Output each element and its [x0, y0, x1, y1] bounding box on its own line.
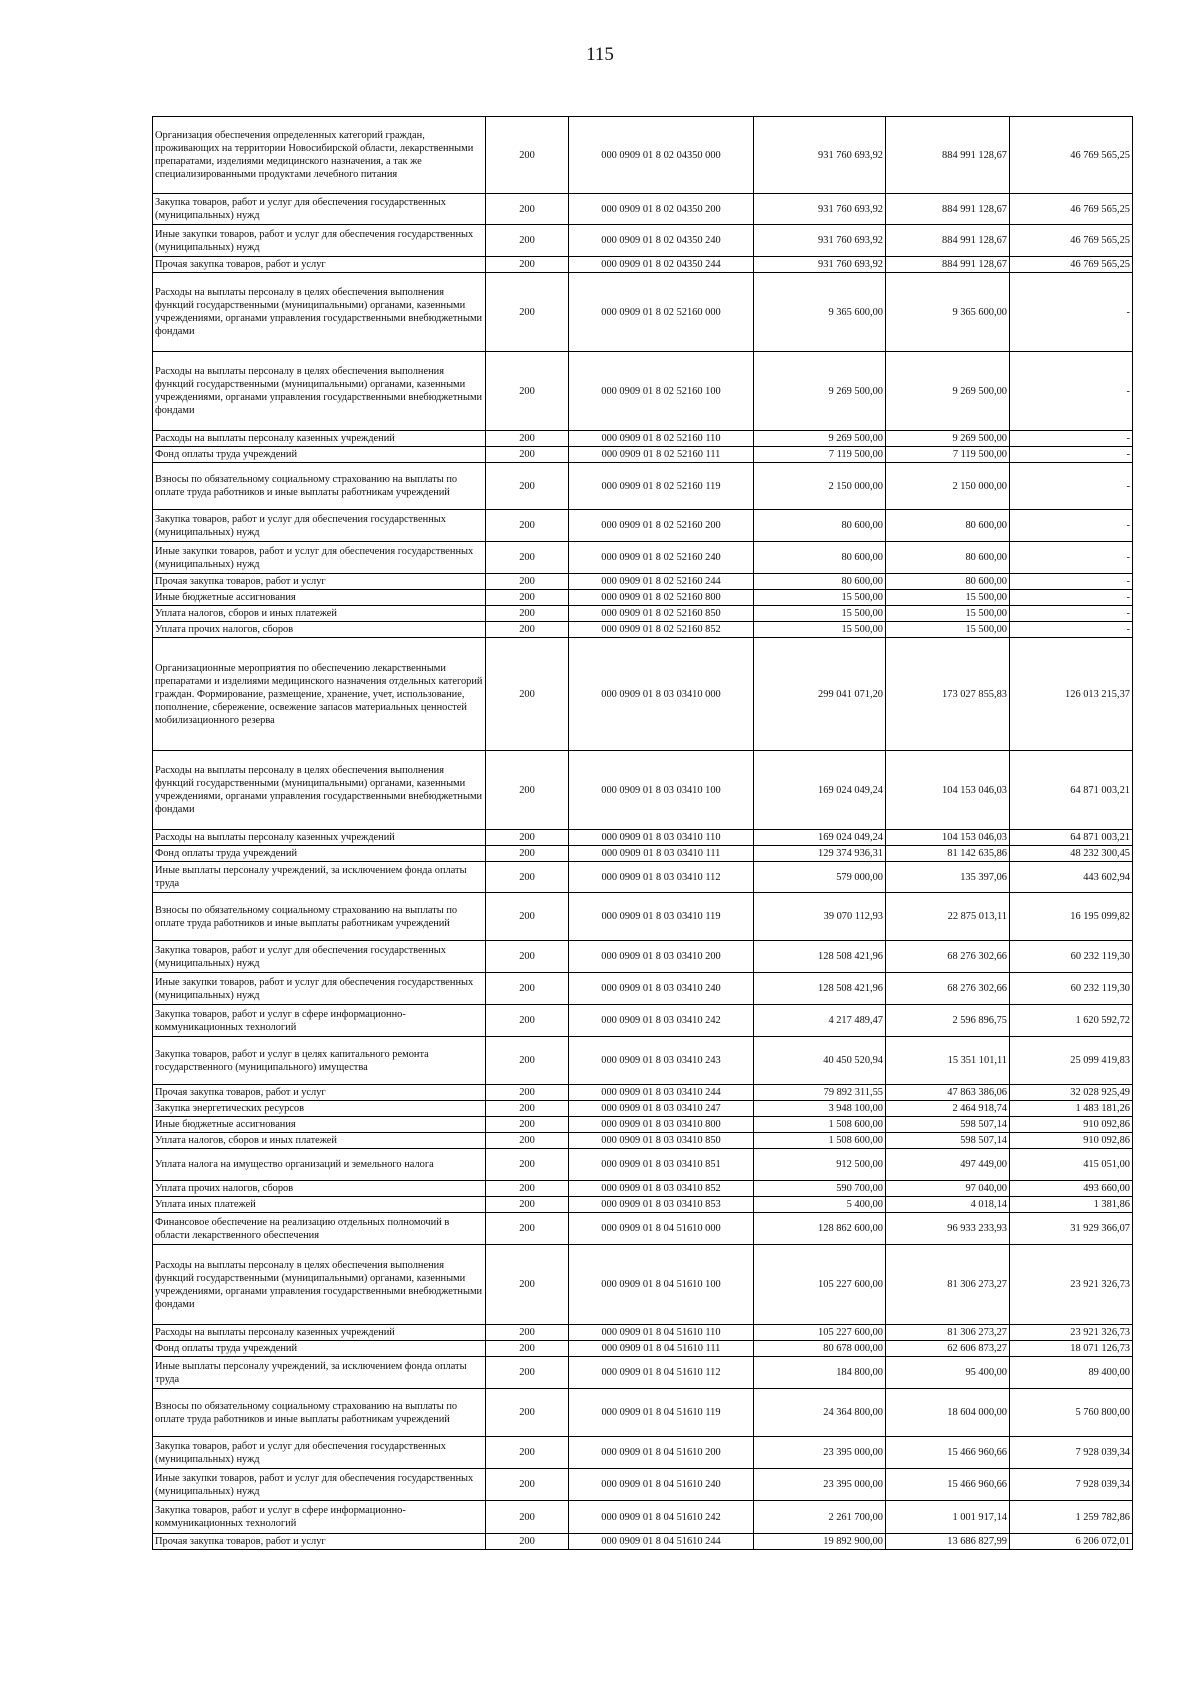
- row-code-cell: 200: [486, 1357, 569, 1389]
- table-row: [153, 862, 1133, 893]
- table-row: [153, 1181, 1133, 1197]
- row-kbk-cell: 000 0909 01 8 04 51610 242: [569, 1501, 754, 1534]
- row-code-cell: 200: [486, 1133, 569, 1149]
- row-approved-cell: 7 119 500,00: [754, 447, 886, 463]
- row-approved-cell: 4 217 489,47: [754, 1005, 886, 1037]
- row-name-cell: Закупка товаров, работ и услуг в целях капитального ремонта государственного (муниципального) имущества: [153, 1037, 486, 1085]
- table-row: [153, 1534, 1133, 1550]
- row-kbk-cell: 000 0909 01 8 04 51610 112: [569, 1357, 754, 1389]
- row-approved-cell: 128 862 600,00: [754, 1213, 886, 1245]
- row-approved-cell: 931 760 693,92: [754, 117, 886, 194]
- row-kbk-cell: 000 0909 01 8 03 03410 119: [569, 893, 754, 941]
- row-approved-cell: 931 760 693,92: [754, 225, 886, 257]
- row-executed-cell: 22 875 013,11: [886, 893, 1010, 941]
- row-approved-cell: 24 364 800,00: [754, 1389, 886, 1437]
- row-approved-cell: 2 150 000,00: [754, 463, 886, 510]
- row-kbk-cell: 000 0909 01 8 03 03410 000: [569, 638, 754, 751]
- row-code-cell: 200: [486, 1437, 569, 1469]
- row-executed-cell: 2 464 918,74: [886, 1101, 1010, 1117]
- row-kbk-cell: 000 0909 01 8 02 52160 111: [569, 447, 754, 463]
- row-approved-cell: 105 227 600,00: [754, 1245, 886, 1325]
- row-approved-cell: 590 700,00: [754, 1181, 886, 1197]
- row-executed-cell: 173 027 855,83: [886, 638, 1010, 751]
- row-approved-cell: 23 395 000,00: [754, 1469, 886, 1501]
- row-approved-cell: 80 600,00: [754, 574, 886, 590]
- table-row: [153, 1197, 1133, 1213]
- row-code-cell: 200: [486, 225, 569, 257]
- table-row: [153, 638, 1133, 751]
- row-unexecuted-cell: -: [1010, 574, 1133, 590]
- row-unexecuted-cell: 1 381,86: [1010, 1197, 1133, 1213]
- row-approved-cell: 128 508 421,96: [754, 973, 886, 1005]
- row-unexecuted-cell: -: [1010, 542, 1133, 574]
- row-kbk-cell: 000 0909 01 8 04 51610 200: [569, 1437, 754, 1469]
- row-executed-cell: 2 150 000,00: [886, 463, 1010, 510]
- table-row: [153, 1037, 1133, 1085]
- row-code-cell: 200: [486, 447, 569, 463]
- row-approved-cell: 3 948 100,00: [754, 1101, 886, 1117]
- row-name-cell: Закупка товаров, работ и услуг для обеспечения государственных (муниципальных) нужд: [153, 941, 486, 973]
- row-name-cell: Иные закупки товаров, работ и услуг для обеспечения государственных (муниципальных) нужд: [153, 1469, 486, 1501]
- table-row: [153, 1085, 1133, 1101]
- table-row: [153, 590, 1133, 606]
- row-name-cell: Уплата прочих налогов, сборов: [153, 1181, 486, 1197]
- table-row: [153, 1437, 1133, 1469]
- row-approved-cell: 169 024 049,24: [754, 751, 886, 830]
- row-code-cell: 200: [486, 510, 569, 542]
- row-unexecuted-cell: 493 660,00: [1010, 1181, 1133, 1197]
- table-row: [153, 542, 1133, 574]
- row-unexecuted-cell: 126 013 215,37: [1010, 638, 1133, 751]
- row-kbk-cell: 000 0909 01 8 03 03410 243: [569, 1037, 754, 1085]
- row-code-cell: 200: [486, 941, 569, 973]
- row-name-cell: Закупка энергетических ресурсов: [153, 1101, 486, 1117]
- row-executed-cell: 7 119 500,00: [886, 447, 1010, 463]
- row-name-cell: Организация обеспечения определенных категорий граждан, проживающих на территории Новосибирской области, лекарственными препаратами, изделиями медицинского назначения, а так же специализированными продуктами лечебного питания: [153, 117, 486, 194]
- row-code-cell: 200: [486, 431, 569, 447]
- row-kbk-cell: 000 0909 01 8 02 04350 000: [569, 117, 754, 194]
- row-unexecuted-cell: 48 232 300,45: [1010, 846, 1133, 862]
- row-name-cell: Закупка товаров, работ и услуг для обеспечения государственных (муниципальных) нужд: [153, 1437, 486, 1469]
- row-name-cell: Расходы на выплаты персоналу в целях обеспечения выполнения функций государственными (муниципальными) органами, казенными учреждениями, органами управления государственными внебюджетными фондами: [153, 1245, 486, 1325]
- row-name-cell: Расходы на выплаты персоналу казенных учреждений: [153, 431, 486, 447]
- row-name-cell: Финансовое обеспечение на реализацию отдельных полномочий в области лекарственного обеспечения: [153, 1213, 486, 1245]
- row-unexecuted-cell: 60 232 119,30: [1010, 973, 1133, 1005]
- row-executed-cell: 4 018,14: [886, 1197, 1010, 1213]
- row-name-cell: Расходы на выплаты персоналу в целях обеспечения выполнения функций государственными (муниципальными) органами, казенными учреждениями, органами управления государственными внебюджетными фондами: [153, 751, 486, 830]
- row-approved-cell: 129 374 936,31: [754, 846, 886, 862]
- row-name-cell: Иные выплаты персоналу учреждений, за исключением фонда оплаты труда: [153, 862, 486, 893]
- budget-execution-table: [152, 116, 1133, 1550]
- row-unexecuted-cell: 46 769 565,25: [1010, 117, 1133, 194]
- row-approved-cell: 105 227 600,00: [754, 1325, 886, 1341]
- row-unexecuted-cell: -: [1010, 273, 1133, 352]
- row-code-cell: 200: [486, 846, 569, 862]
- row-approved-cell: 1 508 600,00: [754, 1133, 886, 1149]
- table-row: [153, 846, 1133, 862]
- row-approved-cell: 931 760 693,92: [754, 194, 886, 225]
- row-kbk-cell: 000 0909 01 8 03 03410 240: [569, 973, 754, 1005]
- row-approved-cell: 80 678 000,00: [754, 1341, 886, 1357]
- row-kbk-cell: 000 0909 01 8 02 52160 850: [569, 606, 754, 622]
- row-code-cell: 200: [486, 893, 569, 941]
- table-row: [153, 941, 1133, 973]
- row-approved-cell: 579 000,00: [754, 862, 886, 893]
- row-unexecuted-cell: 32 028 925,49: [1010, 1085, 1133, 1101]
- row-kbk-cell: 000 0909 01 8 03 03410 850: [569, 1133, 754, 1149]
- row-kbk-cell: 000 0909 01 8 04 51610 000: [569, 1213, 754, 1245]
- row-unexecuted-cell: 1 483 181,26: [1010, 1101, 1133, 1117]
- row-name-cell: Расходы на выплаты персоналу в целях обеспечения выполнения функций государственными (муниципальными) органами, казенными учреждениями, органами управления государственными внебюджетными фондами: [153, 352, 486, 431]
- row-kbk-cell: 000 0909 01 8 02 04350 244: [569, 257, 754, 273]
- row-name-cell: Фонд оплаты труда учреждений: [153, 846, 486, 862]
- row-kbk-cell: 000 0909 01 8 02 52160 119: [569, 463, 754, 510]
- row-approved-cell: 9 269 500,00: [754, 431, 886, 447]
- page-number: 115: [586, 44, 614, 65]
- row-code-cell: 200: [486, 1101, 569, 1117]
- table-row: [153, 1149, 1133, 1181]
- table-row: [153, 1325, 1133, 1341]
- row-name-cell: Расходы на выплаты персоналу в целях обеспечения выполнения функций государственными (муниципальными) органами, казенными учреждениями, органами управления государственными внебюджетными фондами: [153, 273, 486, 352]
- row-code-cell: 200: [486, 622, 569, 638]
- table-row: [153, 1341, 1133, 1357]
- table-row: [153, 1469, 1133, 1501]
- row-code-cell: 200: [486, 574, 569, 590]
- row-kbk-cell: 000 0909 01 8 02 52160 244: [569, 574, 754, 590]
- row-kbk-cell: 000 0909 01 8 02 52160 000: [569, 273, 754, 352]
- row-approved-cell: 9 365 600,00: [754, 273, 886, 352]
- row-approved-cell: 931 760 693,92: [754, 257, 886, 273]
- row-approved-cell: 1 508 600,00: [754, 1117, 886, 1133]
- table-row: [153, 973, 1133, 1005]
- row-kbk-cell: 000 0909 01 8 04 51610 111: [569, 1341, 754, 1357]
- table-row: [153, 622, 1133, 638]
- row-code-cell: 200: [486, 751, 569, 830]
- table-row: [153, 257, 1133, 273]
- row-approved-cell: 80 600,00: [754, 510, 886, 542]
- row-approved-cell: 39 070 112,93: [754, 893, 886, 941]
- row-kbk-cell: 000 0909 01 8 03 03410 853: [569, 1197, 754, 1213]
- table-row: [153, 1245, 1133, 1325]
- row-kbk-cell: 000 0909 01 8 03 03410 112: [569, 862, 754, 893]
- row-approved-cell: 79 892 311,55: [754, 1085, 886, 1101]
- row-executed-cell: 884 991 128,67: [886, 257, 1010, 273]
- row-code-cell: 200: [486, 1181, 569, 1197]
- row-kbk-cell: 000 0909 01 8 03 03410 200: [569, 941, 754, 973]
- row-approved-cell: 23 395 000,00: [754, 1437, 886, 1469]
- row-name-cell: Организационные мероприятия по обеспечению лекарственными препаратами и изделиями медицинского назначения отдельных категорий граждан. Формирование, размещение, хранение, учет, использование, пополнение, сбережение, освежение запасов материальных ценностей мобилизационного резерва: [153, 638, 486, 751]
- row-name-cell: Уплата налогов, сборов и иных платежей: [153, 606, 486, 622]
- table-row: [153, 1357, 1133, 1389]
- table-row: [153, 606, 1133, 622]
- row-name-cell: Иные бюджетные ассигнования: [153, 590, 486, 606]
- row-name-cell: Взносы по обязательному социальному страхованию на выплаты по оплате труда работников и иные выплаты работникам учреждений: [153, 463, 486, 510]
- row-name-cell: Взносы по обязательному социальному страхованию на выплаты по оплате труда работников и иные выплаты работникам учреждений: [153, 1389, 486, 1437]
- row-name-cell: Иные закупки товаров, работ и услуг для обеспечения государственных (муниципальных) нужд: [153, 542, 486, 574]
- row-approved-cell: 912 500,00: [754, 1149, 886, 1181]
- row-code-cell: 200: [486, 1085, 569, 1101]
- row-executed-cell: 598 507,14: [886, 1133, 1010, 1149]
- row-approved-cell: 169 024 049,24: [754, 830, 886, 846]
- row-unexecuted-cell: -: [1010, 447, 1133, 463]
- row-name-cell: Расходы на выплаты персоналу казенных учреждений: [153, 830, 486, 846]
- row-approved-cell: 299 041 071,20: [754, 638, 886, 751]
- row-unexecuted-cell: 89 400,00: [1010, 1357, 1133, 1389]
- table-row: [153, 1005, 1133, 1037]
- table-row: [153, 574, 1133, 590]
- row-executed-cell: 884 991 128,67: [886, 117, 1010, 194]
- row-executed-cell: 95 400,00: [886, 1357, 1010, 1389]
- row-unexecuted-cell: 6 206 072,01: [1010, 1534, 1133, 1550]
- row-name-cell: Уплата налога на имущество организаций и земельного налога: [153, 1149, 486, 1181]
- row-kbk-cell: 000 0909 01 8 04 51610 244: [569, 1534, 754, 1550]
- row-executed-cell: 9 269 500,00: [886, 352, 1010, 431]
- row-executed-cell: 9 269 500,00: [886, 431, 1010, 447]
- row-unexecuted-cell: -: [1010, 510, 1133, 542]
- row-kbk-cell: 000 0909 01 8 02 52160 200: [569, 510, 754, 542]
- row-approved-cell: 40 450 520,94: [754, 1037, 886, 1085]
- row-name-cell: Расходы на выплаты персоналу казенных учреждений: [153, 1325, 486, 1341]
- row-executed-cell: 68 276 302,66: [886, 941, 1010, 973]
- row-name-cell: Прочая закупка товаров, работ и услуг: [153, 257, 486, 273]
- row-kbk-cell: 000 0909 01 8 03 03410 242: [569, 1005, 754, 1037]
- row-name-cell: Иные закупки товаров, работ и услуг для обеспечения государственных (муниципальных) нужд: [153, 225, 486, 257]
- row-unexecuted-cell: 31 929 366,07: [1010, 1213, 1133, 1245]
- row-code-cell: 200: [486, 463, 569, 510]
- table-row: [153, 510, 1133, 542]
- row-executed-cell: 18 604 000,00: [886, 1389, 1010, 1437]
- row-executed-cell: 15 466 960,66: [886, 1437, 1010, 1469]
- row-code-cell: 200: [486, 1117, 569, 1133]
- table-row: [153, 225, 1133, 257]
- row-unexecuted-cell: 46 769 565,25: [1010, 257, 1133, 273]
- table-row: [153, 352, 1133, 431]
- row-name-cell: Уплата налогов, сборов и иных платежей: [153, 1133, 486, 1149]
- row-executed-cell: 80 600,00: [886, 510, 1010, 542]
- row-unexecuted-cell: 16 195 099,82: [1010, 893, 1133, 941]
- row-executed-cell: 96 933 233,93: [886, 1213, 1010, 1245]
- table-row: [153, 1117, 1133, 1133]
- row-name-cell: Уплата прочих налогов, сборов: [153, 622, 486, 638]
- row-unexecuted-cell: 23 921 326,73: [1010, 1245, 1133, 1325]
- row-kbk-cell: 000 0909 01 8 04 51610 110: [569, 1325, 754, 1341]
- row-code-cell: 200: [486, 830, 569, 846]
- row-kbk-cell: 000 0909 01 8 02 52160 110: [569, 431, 754, 447]
- row-unexecuted-cell: 46 769 565,25: [1010, 194, 1133, 225]
- row-code-cell: 200: [486, 194, 569, 225]
- row-executed-cell: 884 991 128,67: [886, 194, 1010, 225]
- row-unexecuted-cell: 1 259 782,86: [1010, 1501, 1133, 1534]
- row-name-cell: Прочая закупка товаров, работ и услуг: [153, 1085, 486, 1101]
- row-name-cell: Иные бюджетные ассигнования: [153, 1117, 486, 1133]
- row-name-cell: Закупка товаров, работ и услуг для обеспечения государственных (муниципальных) нужд: [153, 510, 486, 542]
- row-executed-cell: 598 507,14: [886, 1117, 1010, 1133]
- row-unexecuted-cell: -: [1010, 352, 1133, 431]
- row-name-cell: Фонд оплаты труда учреждений: [153, 447, 486, 463]
- row-kbk-cell: 000 0909 01 8 04 51610 240: [569, 1469, 754, 1501]
- row-kbk-cell: 000 0909 01 8 02 52160 100: [569, 352, 754, 431]
- row-kbk-cell: 000 0909 01 8 04 51610 100: [569, 1245, 754, 1325]
- row-approved-cell: 184 800,00: [754, 1357, 886, 1389]
- table-body: [153, 117, 1133, 1550]
- table-row: [153, 273, 1133, 352]
- row-unexecuted-cell: 910 092,86: [1010, 1133, 1133, 1149]
- row-executed-cell: 13 686 827,99: [886, 1534, 1010, 1550]
- row-kbk-cell: 000 0909 01 8 03 03410 100: [569, 751, 754, 830]
- row-executed-cell: 15 500,00: [886, 622, 1010, 638]
- row-executed-cell: 104 153 046,03: [886, 751, 1010, 830]
- table-row: [153, 893, 1133, 941]
- row-code-cell: 200: [486, 1245, 569, 1325]
- row-code-cell: 200: [486, 1341, 569, 1357]
- row-code-cell: 200: [486, 1325, 569, 1341]
- row-kbk-cell: 000 0909 01 8 02 52160 240: [569, 542, 754, 574]
- row-unexecuted-cell: 7 928 039,34: [1010, 1437, 1133, 1469]
- row-code-cell: 200: [486, 973, 569, 1005]
- row-code-cell: 200: [486, 1534, 569, 1550]
- row-name-cell: Взносы по обязательному социальному страхованию на выплаты по оплате труда работников и иные выплаты работникам учреждений: [153, 893, 486, 941]
- row-approved-cell: 15 500,00: [754, 606, 886, 622]
- row-executed-cell: 497 449,00: [886, 1149, 1010, 1181]
- row-unexecuted-cell: -: [1010, 590, 1133, 606]
- table-row: [153, 1501, 1133, 1534]
- table-row: [153, 830, 1133, 846]
- row-unexecuted-cell: 64 871 003,21: [1010, 830, 1133, 846]
- row-approved-cell: 5 400,00: [754, 1197, 886, 1213]
- row-executed-cell: 80 600,00: [886, 574, 1010, 590]
- row-kbk-cell: 000 0909 01 8 03 03410 852: [569, 1181, 754, 1197]
- row-code-cell: 200: [486, 1037, 569, 1085]
- row-unexecuted-cell: -: [1010, 606, 1133, 622]
- table-row: [153, 1133, 1133, 1149]
- table-row: [153, 447, 1133, 463]
- table-row: [153, 1213, 1133, 1245]
- row-unexecuted-cell: 443 602,94: [1010, 862, 1133, 893]
- row-name-cell: Закупка товаров, работ и услуг в сфере информационно-коммуникационных технологий: [153, 1501, 486, 1534]
- row-code-cell: 200: [486, 352, 569, 431]
- row-executed-cell: 1 001 917,14: [886, 1501, 1010, 1534]
- row-name-cell: Закупка товаров, работ и услуг для обеспечения государственных (муниципальных) нужд: [153, 194, 486, 225]
- row-code-cell: 200: [486, 257, 569, 273]
- row-executed-cell: 9 365 600,00: [886, 273, 1010, 352]
- row-unexecuted-cell: -: [1010, 622, 1133, 638]
- row-name-cell: Прочая закупка товаров, работ и услуг: [153, 1534, 486, 1550]
- row-code-cell: 200: [486, 1005, 569, 1037]
- table-row: [153, 117, 1133, 194]
- row-approved-cell: 15 500,00: [754, 622, 886, 638]
- row-code-cell: 200: [486, 1149, 569, 1181]
- row-kbk-cell: 000 0909 01 8 03 03410 800: [569, 1117, 754, 1133]
- row-code-cell: 200: [486, 1389, 569, 1437]
- row-kbk-cell: 000 0909 01 8 02 52160 852: [569, 622, 754, 638]
- row-executed-cell: 81 142 635,86: [886, 846, 1010, 862]
- row-kbk-cell: 000 0909 01 8 03 03410 111: [569, 846, 754, 862]
- row-executed-cell: 62 606 873,27: [886, 1341, 1010, 1357]
- row-approved-cell: 2 261 700,00: [754, 1501, 886, 1534]
- row-executed-cell: 2 596 896,75: [886, 1005, 1010, 1037]
- row-code-cell: 200: [486, 1213, 569, 1245]
- row-executed-cell: 884 991 128,67: [886, 225, 1010, 257]
- row-approved-cell: 19 892 900,00: [754, 1534, 886, 1550]
- row-name-cell: Прочая закупка товаров, работ и услуг: [153, 574, 486, 590]
- row-code-cell: 200: [486, 542, 569, 574]
- row-name-cell: Уплата иных платежей: [153, 1197, 486, 1213]
- row-code-cell: 200: [486, 1501, 569, 1534]
- row-code-cell: 200: [486, 273, 569, 352]
- row-approved-cell: 80 600,00: [754, 542, 886, 574]
- row-executed-cell: 15 466 960,66: [886, 1469, 1010, 1501]
- row-executed-cell: 81 306 273,27: [886, 1245, 1010, 1325]
- row-executed-cell: 47 863 386,06: [886, 1085, 1010, 1101]
- row-kbk-cell: 000 0909 01 8 02 04350 200: [569, 194, 754, 225]
- row-code-cell: 200: [486, 638, 569, 751]
- row-name-cell: Иные закупки товаров, работ и услуг для обеспечения государственных (муниципальных) нужд: [153, 973, 486, 1005]
- table-row: [153, 751, 1133, 830]
- row-unexecuted-cell: 23 921 326,73: [1010, 1325, 1133, 1341]
- row-name-cell: Фонд оплаты труда учреждений: [153, 1341, 486, 1357]
- row-unexecuted-cell: 60 232 119,30: [1010, 941, 1133, 973]
- row-executed-cell: 104 153 046,03: [886, 830, 1010, 846]
- row-approved-cell: 15 500,00: [754, 590, 886, 606]
- row-executed-cell: 97 040,00: [886, 1181, 1010, 1197]
- row-code-cell: 200: [486, 862, 569, 893]
- table-row: [153, 431, 1133, 447]
- row-kbk-cell: 000 0909 01 8 04 51610 119: [569, 1389, 754, 1437]
- row-approved-cell: 128 508 421,96: [754, 941, 886, 973]
- row-unexecuted-cell: 46 769 565,25: [1010, 225, 1133, 257]
- row-executed-cell: 15 351 101,11: [886, 1037, 1010, 1085]
- row-code-cell: 200: [486, 606, 569, 622]
- row-unexecuted-cell: 5 760 800,00: [1010, 1389, 1133, 1437]
- row-approved-cell: 9 269 500,00: [754, 352, 886, 431]
- row-executed-cell: 15 500,00: [886, 590, 1010, 606]
- row-kbk-cell: 000 0909 01 8 03 03410 244: [569, 1085, 754, 1101]
- row-code-cell: 200: [486, 117, 569, 194]
- row-executed-cell: 15 500,00: [886, 606, 1010, 622]
- row-name-cell: Иные выплаты персоналу учреждений, за исключением фонда оплаты труда: [153, 1357, 486, 1389]
- row-unexecuted-cell: 18 071 126,73: [1010, 1341, 1133, 1357]
- row-unexecuted-cell: 910 092,86: [1010, 1117, 1133, 1133]
- row-executed-cell: 81 306 273,27: [886, 1325, 1010, 1341]
- row-code-cell: 200: [486, 590, 569, 606]
- row-kbk-cell: 000 0909 01 8 03 03410 247: [569, 1101, 754, 1117]
- row-kbk-cell: 000 0909 01 8 03 03410 110: [569, 830, 754, 846]
- row-code-cell: 200: [486, 1469, 569, 1501]
- row-unexecuted-cell: 25 099 419,83: [1010, 1037, 1133, 1085]
- row-unexecuted-cell: 7 928 039,34: [1010, 1469, 1133, 1501]
- row-executed-cell: 80 600,00: [886, 542, 1010, 574]
- row-code-cell: 200: [486, 1197, 569, 1213]
- row-name-cell: Закупка товаров, работ и услуг в сфере информационно-коммуникационных технологий: [153, 1005, 486, 1037]
- row-kbk-cell: 000 0909 01 8 03 03410 851: [569, 1149, 754, 1181]
- row-unexecuted-cell: -: [1010, 431, 1133, 447]
- row-unexecuted-cell: 1 620 592,72: [1010, 1005, 1133, 1037]
- table-row: [153, 463, 1133, 510]
- row-executed-cell: 68 276 302,66: [886, 973, 1010, 1005]
- row-unexecuted-cell: -: [1010, 463, 1133, 510]
- row-executed-cell: 135 397,06: [886, 862, 1010, 893]
- row-unexecuted-cell: 415 051,00: [1010, 1149, 1133, 1181]
- row-kbk-cell: 000 0909 01 8 02 52160 800: [569, 590, 754, 606]
- row-kbk-cell: 000 0909 01 8 02 04350 240: [569, 225, 754, 257]
- table-row: [153, 1101, 1133, 1117]
- table-row: [153, 194, 1133, 225]
- row-unexecuted-cell: 64 871 003,21: [1010, 751, 1133, 830]
- table-row: [153, 1389, 1133, 1437]
